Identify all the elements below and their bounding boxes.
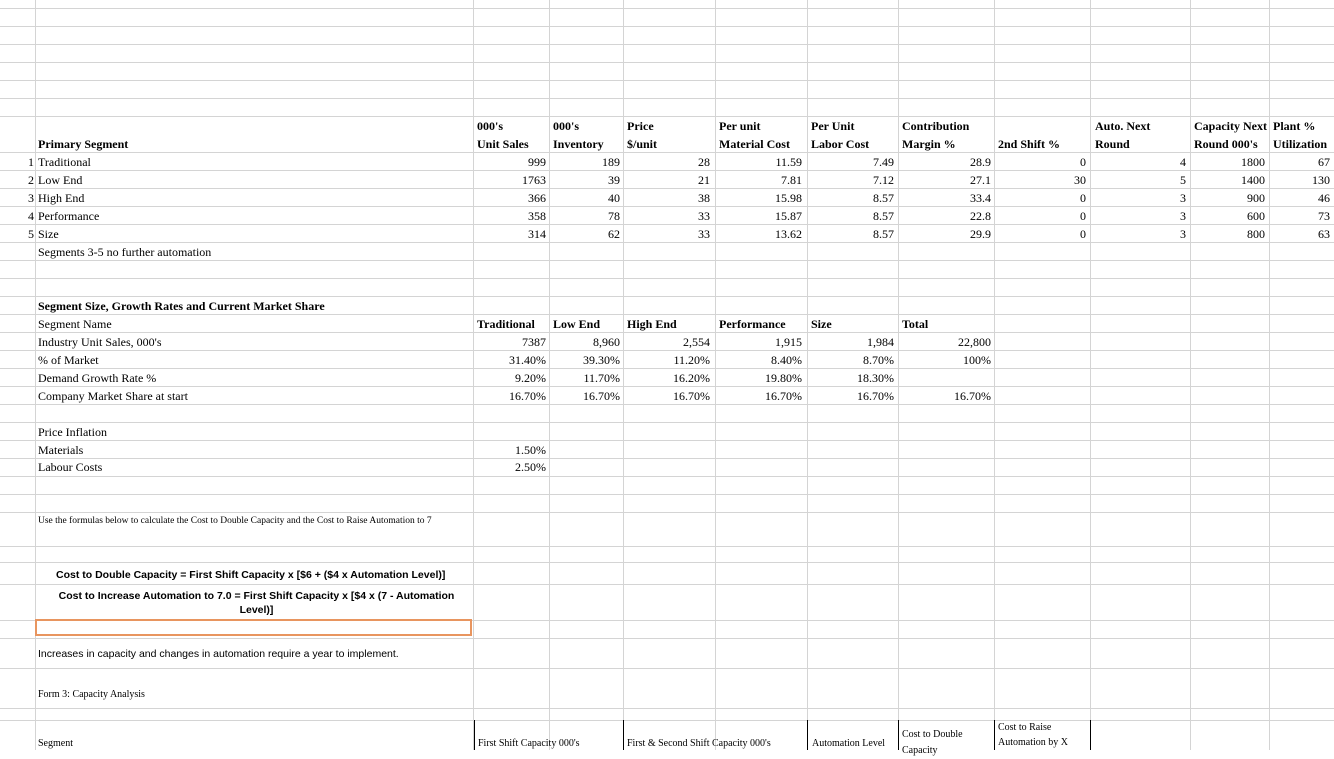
cell-auto[interactable]: 3 — [1180, 227, 1186, 241]
segment-name[interactable]: High End — [38, 191, 85, 205]
cell-inventory[interactable]: 62 — [608, 227, 620, 241]
header-capacity-1[interactable]: Capacity Next — [1194, 119, 1267, 133]
grid-row-line — [0, 546, 1334, 547]
cell-material[interactable]: 11.59 — [775, 155, 802, 169]
cell-material[interactable]: 15.87 — [775, 209, 802, 223]
row-number: 2 — [28, 173, 34, 187]
row-number: 4 — [28, 209, 34, 223]
market-cell[interactable]: 100% — [963, 353, 991, 367]
header-capacity-2[interactable]: Round 000's — [1194, 137, 1258, 151]
form3-border-f — [1090, 720, 1091, 750]
header-2nd-shift[interactable]: 2nd Shift % — [998, 137, 1061, 151]
cell-shift[interactable]: 30 — [1074, 173, 1086, 187]
market-cell[interactable]: 39.30% — [583, 353, 620, 367]
cell-shift[interactable]: 0 — [1080, 191, 1086, 205]
cell-shift[interactable]: 0 — [1080, 227, 1086, 241]
grid-row-line — [0, 668, 1334, 669]
materials-label[interactable]: Materials — [38, 443, 84, 457]
market-cell[interactable]: 16.70% — [509, 389, 546, 403]
grid-row-line — [0, 720, 1334, 721]
cell-margin[interactable]: 33.4 — [970, 191, 991, 205]
grid-row-line — [0, 8, 1334, 9]
market-row-label[interactable]: Industry Unit Sales, 000's — [38, 335, 162, 349]
market-row-label[interactable]: Company Market Share at start — [38, 389, 188, 403]
cell-price[interactable]: 33 — [698, 209, 710, 223]
header-price-1[interactable]: Price — [627, 119, 654, 133]
cell-plant[interactable]: 46 — [1318, 191, 1330, 205]
grid-row-line — [0, 26, 1334, 27]
cell-labor[interactable]: 8.57 — [873, 191, 894, 205]
cell-plant[interactable]: 67 — [1318, 155, 1330, 169]
cell-labor[interactable]: 8.57 — [873, 227, 894, 241]
materials-value[interactable]: 1.50% — [515, 443, 546, 457]
cell-unit-sales[interactable]: 358 — [528, 209, 546, 223]
cell-labor[interactable]: 7.49 — [873, 155, 894, 169]
cell-capacity[interactable]: 600 — [1247, 209, 1265, 223]
cell-auto[interactable]: 5 — [1180, 173, 1186, 187]
grid-row-line — [0, 278, 1334, 279]
segments-note[interactable]: Segments 3-5 no further automation — [38, 245, 212, 259]
formula-instruction[interactable]: Use the formulas below to calculate the Cost to Double Capacity and the Cost to Raise Automation to 7 — [38, 516, 432, 526]
cell-margin[interactable]: 29.9 — [970, 227, 991, 241]
cell-capacity[interactable]: 1800 — [1241, 155, 1265, 169]
cell-auto[interactable]: 4 — [1180, 155, 1186, 169]
header-margin-1[interactable]: Contribution — [902, 119, 970, 133]
grid-row-line — [0, 562, 1334, 563]
implementation-note[interactable]: Increases in capacity and changes in automation require a year to implement. — [38, 648, 399, 660]
cell-margin[interactable]: 28.9 — [970, 155, 991, 169]
form3-header-segment[interactable]: Segment — [38, 738, 73, 749]
grid-row-line — [0, 458, 1334, 459]
cell-price[interactable]: 33 — [698, 227, 710, 241]
market-segment-header[interactable]: Performance — [719, 317, 786, 331]
cell-price[interactable]: 28 — [698, 155, 710, 169]
grid-row-line — [0, 440, 1334, 441]
cell-labor[interactable]: 7.12 — [873, 173, 894, 187]
grid-col-line — [898, 0, 899, 750]
segment-name[interactable]: Size — [38, 227, 59, 241]
grid-row-line — [0, 44, 1334, 45]
header-unit-sales-1[interactable]: 000's — [477, 119, 504, 133]
header-labor-1[interactable]: Per Unit — [811, 119, 855, 133]
cell-inventory[interactable]: 40 — [608, 191, 620, 205]
form3-title[interactable]: Form 3: Capacity Analysis — [38, 689, 145, 700]
grid-col-line — [1090, 0, 1091, 750]
grid-row-line — [0, 422, 1334, 423]
form3-header-cost-double[interactable]: Cost to Double Capacity — [902, 729, 963, 756]
form3-border-c — [807, 720, 808, 750]
market-cell[interactable]: 11.20% — [673, 353, 710, 367]
cell-margin[interactable]: 22.8 — [970, 209, 991, 223]
grid-col-line — [994, 0, 995, 750]
market-cell[interactable]: 2,554 — [683, 335, 710, 349]
cost-increase-formula[interactable]: Cost to Increase Automation to 7.0 = First Shift Capacity x [$4 x (7 - Automation Level)] — [58, 590, 455, 616]
header-inventory-1[interactable]: 000's — [553, 119, 580, 133]
row-number: 1 — [28, 155, 34, 169]
row-number: 5 — [28, 227, 34, 241]
cell-material[interactable]: 13.62 — [775, 227, 802, 241]
market-cell[interactable]: 16.70% — [954, 389, 991, 403]
cell-margin[interactable]: 27.1 — [970, 173, 991, 187]
market-cell[interactable]: 16.70% — [673, 389, 710, 403]
market-cell[interactable]: 8.40% — [771, 353, 802, 367]
cell-unit-sales[interactable]: 999 — [528, 155, 546, 169]
header-auto-1[interactable]: Auto. Next — [1095, 119, 1151, 133]
cell-auto[interactable]: 3 — [1180, 191, 1186, 205]
grid-row-line — [0, 638, 1334, 639]
segment-name[interactable]: Performance — [38, 209, 100, 223]
cost-double-formula[interactable]: Cost to Double Capacity = First Shift Capacity x [$6 + ($4 x Automation Level)] — [56, 569, 446, 581]
cell-capacity[interactable]: 900 — [1247, 191, 1265, 205]
market-cell[interactable]: 16.20% — [673, 371, 710, 385]
cell-unit-sales[interactable]: 366 — [528, 191, 546, 205]
market-row-label[interactable]: Demand Growth Rate % — [38, 371, 157, 385]
market-section-title[interactable]: Segment Size, Growth Rates and Current Market Share — [38, 299, 325, 313]
cell-unit-sales[interactable]: 1763 — [522, 173, 546, 187]
cell-price[interactable]: 38 — [698, 191, 710, 205]
cell-capacity[interactable]: 1400 — [1241, 173, 1265, 187]
grid-col-line — [35, 0, 36, 750]
labour-costs-value[interactable]: 2.50% — [515, 460, 546, 474]
header-plant-2[interactable]: Utilization — [1273, 137, 1327, 151]
cell-inventory[interactable]: 39 — [608, 173, 620, 187]
form3-header-cost-raise[interactable]: Cost to Raise Automation by X — [998, 722, 1068, 748]
header-labor-2[interactable]: Labor Cost — [811, 137, 870, 151]
grid-row-line — [0, 62, 1334, 63]
labour-costs-label[interactable]: Labour Costs — [38, 460, 103, 474]
market-cell[interactable]: 18.30% — [857, 371, 894, 385]
header-plant-1[interactable]: Plant % — [1273, 119, 1316, 133]
header-inventory-2[interactable]: Inventory — [553, 137, 604, 151]
market-cell[interactable]: 11.70% — [583, 371, 620, 385]
cell-capacity[interactable]: 800 — [1247, 227, 1265, 241]
market-segment-header[interactable]: High End — [627, 317, 677, 331]
market-segment-header[interactable]: Total — [902, 317, 929, 331]
cell-unit-sales[interactable]: 314 — [528, 227, 546, 241]
cell-material[interactable]: 15.98 — [775, 191, 802, 205]
cell-labor[interactable]: 8.57 — [873, 209, 894, 223]
cell-material[interactable]: 7.81 — [781, 173, 802, 187]
cell-price[interactable]: 21 — [698, 173, 710, 187]
header-margin-2[interactable]: Margin % — [902, 137, 956, 151]
grid-row-line — [0, 98, 1334, 99]
header-material-1[interactable]: Per unit — [719, 119, 761, 133]
market-cell[interactable]: 19.80% — [765, 371, 802, 385]
grid-col-line — [1190, 0, 1191, 750]
form3-border-a — [474, 720, 475, 750]
market-cell[interactable]: 16.70% — [583, 389, 620, 403]
market-cell[interactable]: 1,915 — [775, 335, 802, 349]
grid-row-line — [0, 494, 1334, 495]
header-unit-sales-2[interactable]: Unit Sales — [477, 137, 529, 151]
cell-inventory[interactable]: 189 — [602, 155, 620, 169]
market-row-label[interactable]: Segment Name — [38, 317, 112, 331]
selected-cell[interactable] — [35, 619, 472, 636]
form3-border-e — [994, 720, 995, 750]
header-price-2[interactable]: $/unit — [627, 137, 658, 151]
market-cell[interactable]: 8,960 — [593, 335, 620, 349]
grid-row-line — [0, 476, 1334, 477]
cell-plant[interactable]: 73 — [1318, 209, 1330, 223]
form3-border-b — [623, 720, 624, 750]
header-material-2[interactable]: Material Cost — [719, 137, 790, 151]
market-segment-header[interactable]: Size — [811, 317, 832, 331]
grid-col-line — [1269, 0, 1270, 750]
market-cell[interactable]: 8.70% — [863, 353, 894, 367]
market-segment-header[interactable]: Low End — [553, 317, 601, 331]
grid-row-line — [0, 708, 1334, 709]
form3-border-d — [898, 720, 899, 750]
market-cell[interactable]: 31.40% — [509, 353, 546, 367]
segment-name[interactable]: Traditional — [38, 155, 91, 169]
segment-name[interactable]: Low End — [38, 173, 83, 187]
row-number: 3 — [28, 191, 34, 205]
market-row-label[interactable]: % of Market — [38, 353, 99, 367]
cell-plant[interactable]: 130 — [1312, 173, 1330, 187]
cell-shift[interactable]: 0 — [1080, 155, 1086, 169]
market-cell[interactable]: 16.70% — [857, 389, 894, 403]
primary-segment-label: Primary Segment — [38, 137, 129, 151]
cell-shift[interactable]: 0 — [1080, 209, 1086, 223]
header-auto-2[interactable]: Round — [1095, 137, 1130, 151]
market-segment-header[interactable]: Traditional — [477, 317, 535, 331]
grid-row-line — [0, 584, 1334, 585]
market-cell[interactable]: 22,800 — [958, 335, 991, 349]
cell-plant[interactable]: 63 — [1318, 227, 1330, 241]
form3-header-first-second-shift[interactable]: First & Second Shift Capacity 000's — [627, 738, 771, 749]
market-cell[interactable]: 1,984 — [867, 335, 894, 349]
form3-header-first-shift[interactable]: First Shift Capacity 000's — [478, 738, 580, 749]
cell-auto[interactable]: 3 — [1180, 209, 1186, 223]
cell-inventory[interactable]: 78 — [608, 209, 620, 223]
price-inflation-label[interactable]: Price Inflation — [38, 425, 107, 439]
form3-header-automation[interactable]: Automation Level — [812, 738, 886, 749]
market-cell[interactable]: 9.20% — [515, 371, 546, 385]
grid-row-line — [0, 512, 1334, 513]
market-cell[interactable]: 16.70% — [765, 389, 802, 403]
market-cell[interactable]: 7387 — [522, 335, 546, 349]
grid-row-line — [0, 80, 1334, 81]
